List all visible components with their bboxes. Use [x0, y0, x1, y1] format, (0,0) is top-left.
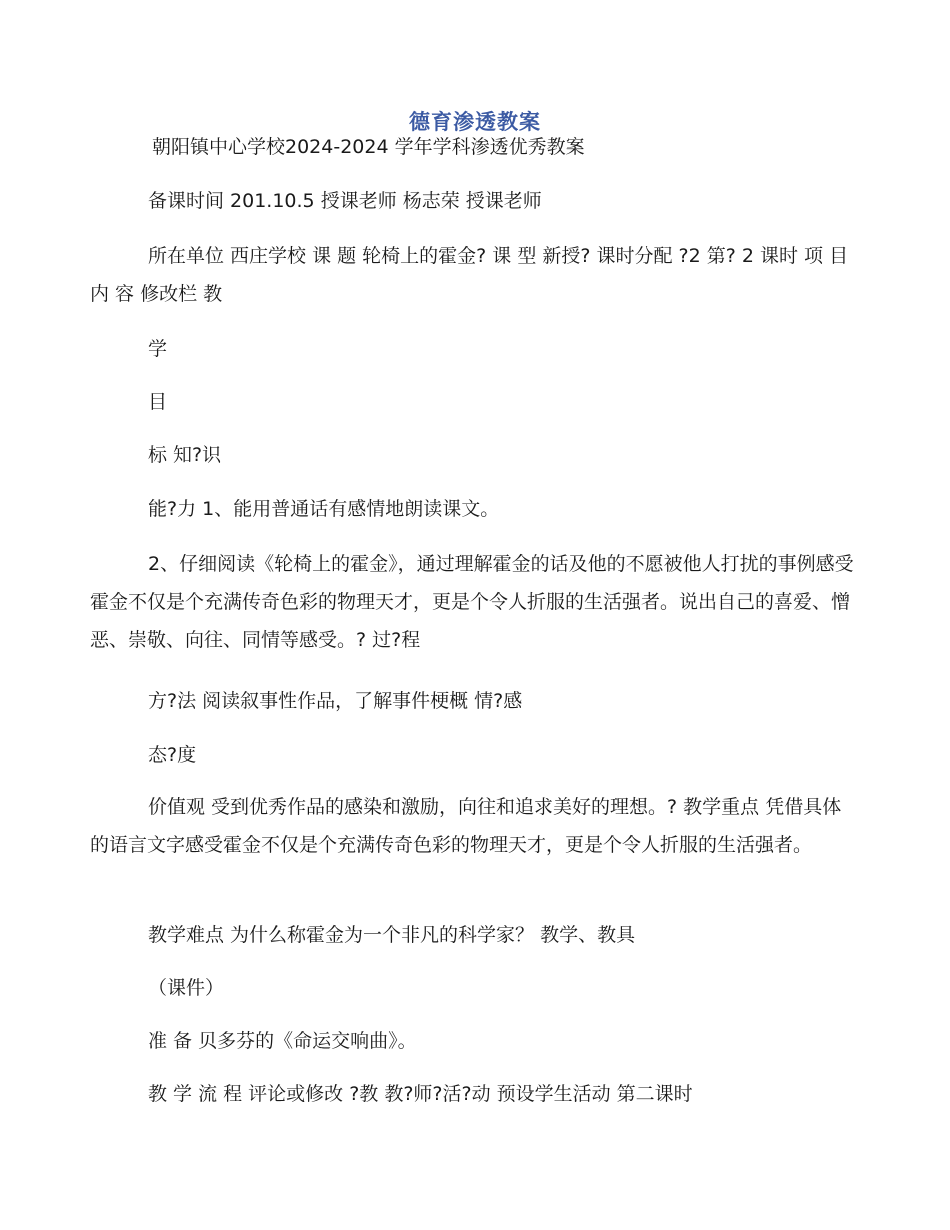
- knowledge-label: 标 知?识: [148, 444, 222, 466]
- document-title: 德育渗透教案: [409, 110, 541, 134]
- ability-goal-1: 能?力 1、能用普通话有感情地朗读课文。: [148, 498, 500, 520]
- label-mu: 目: [148, 391, 168, 413]
- attitude-label: 态?度: [148, 744, 197, 766]
- teaching-flow-line: 教 学 流 程 评论或修改 ?教 教?师?活?动 预设学生活动 第二课时: [148, 1083, 693, 1105]
- label-xue: 学: [148, 338, 168, 360]
- course-info-paragraph: 所在单位 西庄学校 课 题 轮椅上的霍金? 课 型 新授? 课时分配 ?2 第? 2 课时 项 目 内 容 修改栏 教: [90, 245, 849, 305]
- preparation-line: 准 备 贝多芬的《命运交响曲》。: [148, 1030, 417, 1052]
- prep-time-line: 备课时间 201.10.5 授课老师 杨志荣 授课老师: [148, 190, 542, 212]
- courseware-label: （课件）: [148, 977, 225, 999]
- school-header-line: 朝阳镇中心学校2024-2024 学年学科渗透优秀教案: [152, 136, 585, 158]
- difficulty-line: 教学难点 为什么称霍金为一个非凡的科学家？ 教学、教具: [148, 924, 636, 946]
- method-line: 方?法 阅读叙事性作品，了解事件梗概 情?感: [148, 690, 523, 712]
- values-key-point-paragraph: 价值观 受到优秀作品的感染和激励，向往和追求美好的理想。? 教学重点 凭借具体的语言文字感受霍金不仅是个充满传奇色彩的物理天才，更是个令人折服的生活强者。: [90, 796, 842, 856]
- ability-goal-2-paragraph: 2、仔细阅读《轮椅上的霍金》，通过理解霍金的话及他的不愿被他人打扰的事例感受霍金不仅是个充满传奇色彩的物理天才，更是个令人折服的生活强者。说出自己的喜爱、憎恶、崇敬、向往、同情等感受。? 过?程: [90, 553, 854, 651]
